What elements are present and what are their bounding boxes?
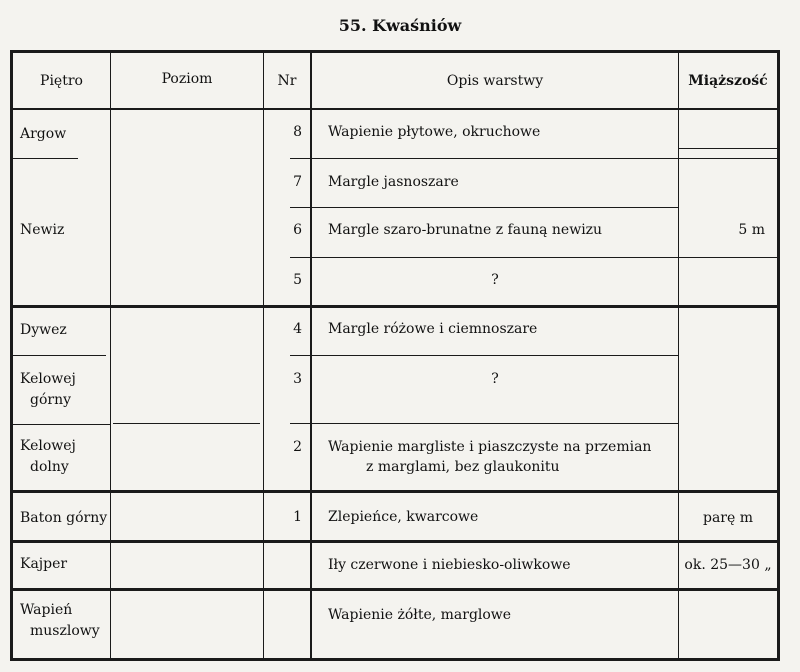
header-opis: Opis warstwy: [446, 73, 544, 89]
col-divider: [110, 50, 111, 661]
page-title: 55. Kwaśniów: [338, 16, 462, 35]
pietro-label: Kelowej: [20, 371, 76, 387]
layer-nr: 6: [293, 222, 302, 238]
table-border-top: [10, 50, 780, 53]
cell-rule: [290, 158, 310, 159]
group-separator: [10, 540, 780, 543]
thickness-value: 5 m: [738, 222, 765, 238]
cell-rule: [10, 158, 78, 159]
cell-rule: [113, 423, 260, 424]
cell-rule: [312, 158, 678, 159]
layer-description: Wapienie margliste i piaszczyste na przemian: [328, 439, 652, 455]
layer-nr: 5: [293, 272, 302, 288]
header-rule: [10, 108, 780, 110]
header-poziom: Poziom: [161, 71, 213, 87]
table-border-bottom: [10, 658, 780, 661]
pietro-label: Dywez: [20, 322, 67, 338]
layer-description: Zlepieńce, kwarcowe: [328, 509, 479, 525]
pietro-label: Kajper: [20, 556, 68, 572]
pietro-label: muszlowy: [30, 623, 100, 639]
layer-nr: 7: [293, 174, 302, 190]
stratigraphy-table: [10, 50, 780, 662]
cell-rule: [312, 355, 678, 356]
pietro-label: górny: [30, 392, 72, 408]
cell-rule: [10, 424, 110, 425]
layer-nr: 2: [293, 439, 302, 455]
layer-description: Margle jasnoszare: [328, 174, 459, 190]
cell-rule: [290, 423, 310, 424]
header-pietro: Piętro: [40, 73, 83, 89]
cell-rule: [312, 423, 678, 424]
thickness-value: ok. 25—30 „: [684, 557, 772, 573]
layer-nr: 4: [293, 321, 302, 337]
layer-description: ?: [491, 272, 499, 288]
layer-description: ?: [491, 371, 499, 387]
layer-description: Wapienie płytowe, okruchowe: [328, 124, 541, 140]
pietro-label: Wapień: [20, 602, 73, 618]
cell-rule: [312, 207, 678, 208]
pietro-label: Newiz: [20, 222, 65, 238]
cell-rule: [290, 257, 310, 258]
cell-rule: [679, 158, 777, 159]
cell-rule: [290, 207, 310, 208]
table-border-right: [777, 50, 780, 661]
cell-rule: [290, 355, 310, 356]
thickness-value: parę m: [702, 510, 753, 526]
layer-nr: 8: [293, 124, 302, 140]
cell-rule: [679, 257, 777, 258]
pietro-label: Baton górny: [20, 510, 108, 526]
header-miazszosc: Miąższość: [688, 73, 768, 89]
cell-rule: [312, 257, 678, 258]
layer-description: z marglami, bez glaukonitu: [366, 459, 560, 475]
group-separator: [10, 305, 780, 308]
pietro-label: Kelowej: [20, 438, 76, 454]
layer-description: Wapienie żółte, marglowe: [328, 607, 512, 623]
header-nr: Nr: [277, 73, 297, 89]
layer-nr: 1: [293, 509, 302, 525]
layer-description: Margle różowe i ciemnoszare: [328, 321, 538, 337]
cell-rule: [679, 148, 777, 149]
layer-description: Margle szaro-brunatne z fauną newizu: [328, 222, 603, 238]
group-separator: [10, 588, 780, 591]
pietro-label: Argow: [20, 126, 67, 142]
layer-description: Iły czerwone i niebiesko-oliwkowe: [328, 557, 571, 573]
group-separator: [10, 490, 780, 493]
layer-nr: 3: [293, 371, 302, 387]
cell-rule: [10, 355, 106, 356]
pietro-label: dolny: [30, 459, 69, 475]
